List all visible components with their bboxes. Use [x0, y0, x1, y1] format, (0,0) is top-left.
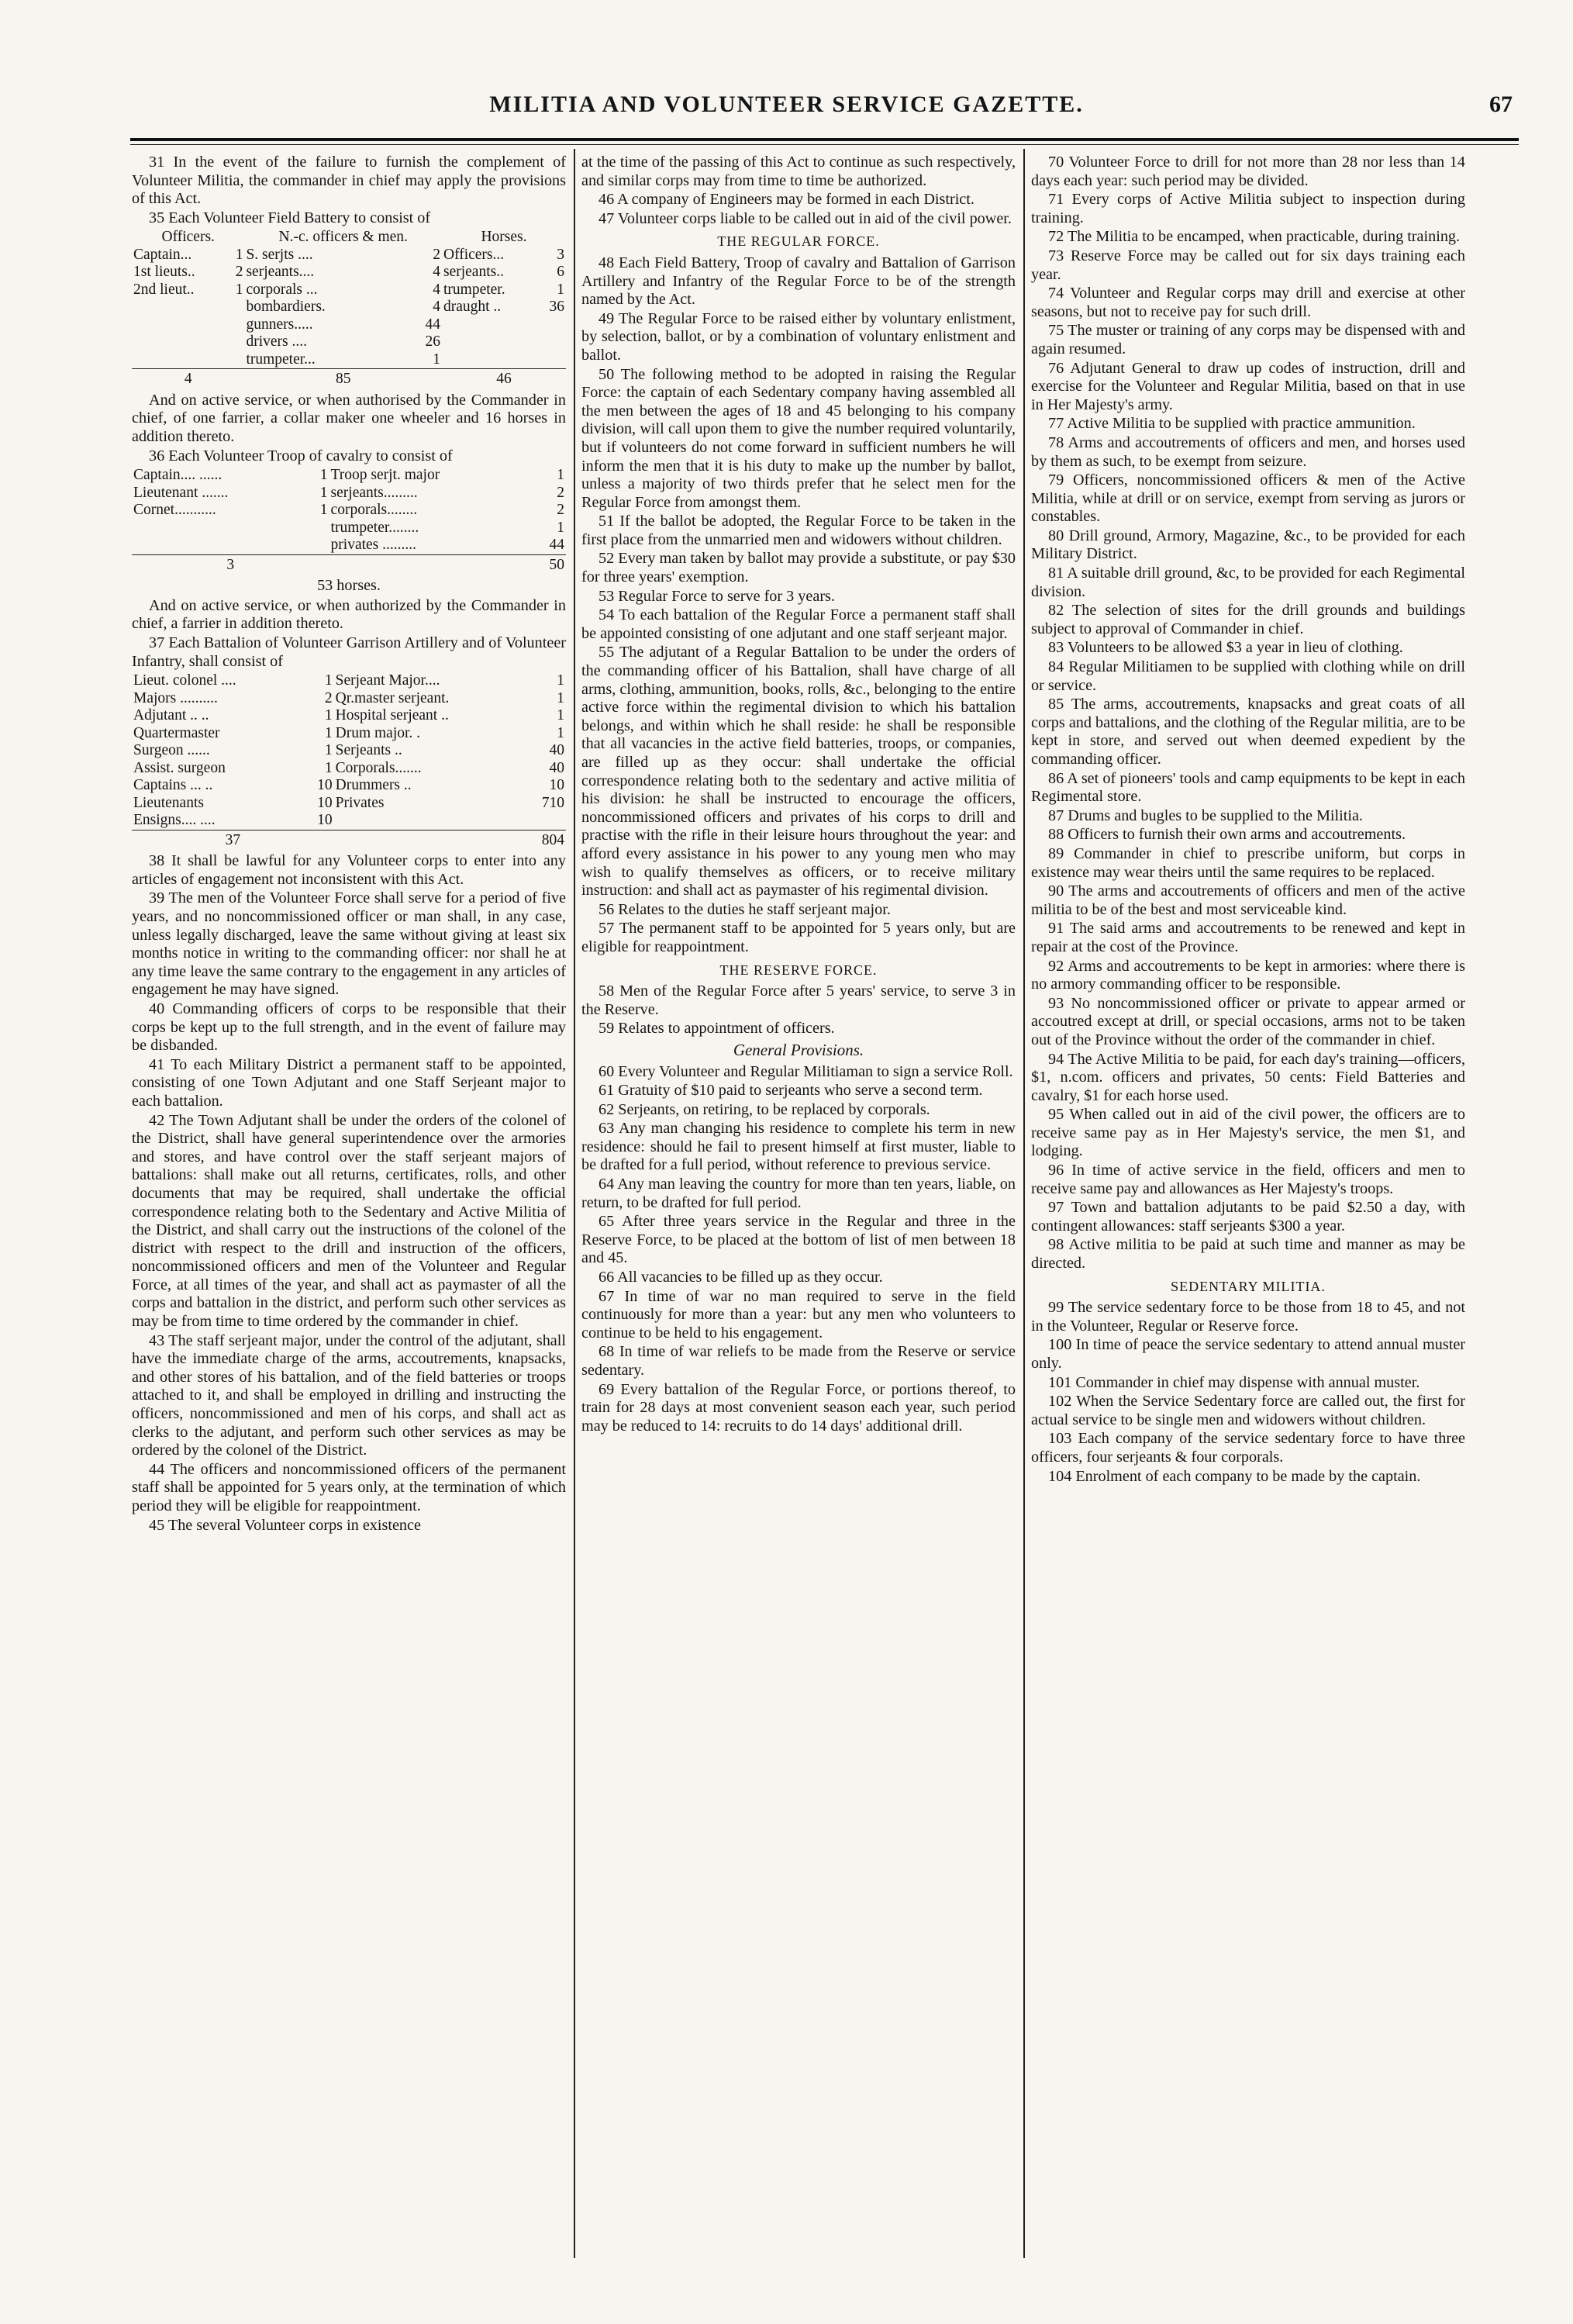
cell: Adjutant .. .. — [133, 707, 209, 724]
table-row — [132, 502, 566, 520]
table-row — [132, 707, 566, 725]
field-battery-table — [132, 229, 566, 388]
table-row — [132, 725, 566, 743]
cell: 4 — [433, 281, 440, 298]
paragraph: 58 Men of the Regular Force after 5 years' service, to serve 3 in the Reserve. — [581, 982, 1016, 1018]
cell: 26 — [425, 333, 440, 350]
paragraph: 71 Every corps of Active Militia subject to inspection during training. — [1031, 191, 1465, 226]
table-row — [132, 333, 566, 351]
cell: Corporals....... — [335, 759, 422, 776]
cell: 4 — [433, 299, 440, 316]
paragraph: 31 In the event of the failure to furnish the complement of Volunteer Militia, the commander in chief may apply the provisions of this Act. — [132, 154, 566, 208]
cell: 44 — [425, 316, 440, 333]
column-3 — [1031, 154, 1465, 2255]
cell: 4 — [433, 264, 440, 281]
table-row — [132, 742, 566, 760]
paragraph: 57 The permanent staff to be appointed for 5 years only, but are eligible for reappointment. — [581, 920, 1016, 955]
cell: Qr.master serjeant. — [335, 689, 450, 706]
column-2 — [581, 154, 1016, 2255]
paragraph: 40 Commanding officers of corps to be responsible that their corps be kept up to the full strength, and in the event of failure may be disbanded. — [132, 1000, 566, 1055]
paragraph: And on active service, or when authorized by the Commander in chief, a farrier in addition thereto. — [132, 596, 566, 633]
cell: 1 — [319, 502, 328, 519]
cell: 2 — [557, 502, 564, 519]
table-row — [132, 760, 566, 778]
cell: 1 — [324, 672, 333, 689]
table-row — [132, 467, 566, 485]
cell: Serjeants .. — [335, 742, 402, 759]
paragraph: 45 The several Volunteer corps in existence — [149, 1516, 421, 1534]
paragraph: 52 Every man taken by ballot may provide a substitute, or pay $30 for three years' exemption. — [581, 550, 1016, 586]
cell: 36 — [549, 299, 564, 316]
cell: Ensigns.... .... — [133, 812, 216, 829]
cell: Privates — [335, 794, 385, 811]
cell: 1 — [557, 519, 564, 536]
horses-count: 53 horses. — [317, 577, 381, 595]
cell: 44 — [549, 537, 564, 554]
paragraph: 56 Relates to the duties he staff serjeant major. — [598, 900, 891, 918]
section-heading: SEDENTARY MILITIA. — [1171, 1278, 1326, 1294]
cell: 2 — [557, 484, 564, 501]
cell: privates ......... — [330, 537, 417, 554]
paragraph: 54 To each battalion of the Regular Force a permanent staff shall be appointed consisting of one adjutant and one staff serjeant major. — [581, 606, 1016, 642]
paragraph: 68 In time of war reliefs to be made from the Reserve or service sedentary. — [581, 1343, 1016, 1379]
total: 804 — [334, 830, 566, 849]
paragraph: 37 Each Battalion of Volunteer Garrison Artillery and of Volunteer Infantry, shall consist of — [132, 634, 566, 670]
paragraph: 53 Regular Force to serve for 3 years. — [598, 587, 835, 605]
cell: 1 — [557, 281, 564, 298]
cell: S. serjts .... — [246, 246, 313, 263]
paragraph: 103 Each company of the service sedentary force to have three officers, four serjeants & four corporals. — [1031, 1430, 1465, 1466]
paragraph: 69 Every battalion of the Regular Force, or portions thereof, to train for 28 days at most convenient season each year, such period may be reduced to 14: recruits to do 14 days' additional drill. — [581, 1380, 1016, 1435]
paragraph: 78 Arms and accoutrements of officers and men, and horses used by them as such, to be exempt from seizure. — [1031, 433, 1465, 470]
masthead — [0, 92, 1573, 138]
paragraph: 49 The Regular Force to be raised either by voluntary enlistment, by selection, ballot, or by a combination of voluntary enlistment and ballot. — [581, 309, 1016, 364]
cell: 1 — [557, 707, 564, 724]
paragraph: 65 After three years service in the Regular and three in the Reserve Force, to be placed at the bottom of list of men between 18 and 45. — [581, 1213, 1016, 1267]
table-row — [132, 351, 566, 369]
paragraph: 102 When the Service Sedentary force are called out, the first for actual service to be single men and widowers without children. — [1031, 1393, 1465, 1428]
paragraph: 67 In time of war no man required to serve in the field continuously for more than a year: but any men who volunteers to continue to be held to his engagement. — [581, 1287, 1016, 1342]
total: 85 — [244, 369, 442, 388]
cell: 40 — [549, 759, 564, 776]
paragraph: 43 The staff serjeant major, under the control of the adjutant, shall have the immediate charge of the arms, accoutrements, knapsacks, and other stores of his battalion, and of the field batteries or troops attached to it, and shall be employed in drilling and instructing the officers, noncommissioned and men of his corps, and shall act as clerks to the adjutant, and perform such other services as may be ordered by the colonel of the District. — [132, 1331, 566, 1459]
cell: Surgeon ...... — [133, 742, 210, 759]
cell: 6 — [557, 264, 564, 281]
paragraph: 104 Enrolment of each company to be made by the captain. — [1048, 1467, 1421, 1485]
paragraph: 42 The Town Adjutant shall be under the orders of the colonel of the District, shall have general superintendence over the armories and stores, and have control over the staff serjeant majors of battalions: shall make out all returns, certificates, rolls, and other documents that may be required, shall undertake the official correspondence relating both to the Sedentary and Active Militia of the District, and shall carry out the instructions of the colonel of the district with respect to the drill and instruction of the officers, noncommissioned officers and men of the Volunteer and Regular Force, at all times of the year, and shall act as paymaster of all the corps and battalion in the district, and perform such other services as may be from time to time ordered by the commander in chief. — [132, 1111, 566, 1331]
battalion-table — [132, 672, 566, 849]
table-row — [132, 264, 566, 281]
cell: Serjeant Major.... — [335, 672, 440, 689]
table-row — [132, 537, 566, 554]
cell: 1 — [319, 484, 328, 501]
top-rule — [130, 138, 1519, 141]
paragraph: 73 Reserve Force may be called out for six days training each year. — [1031, 247, 1465, 283]
table-row — [132, 299, 566, 316]
paragraph: 48 Each Field Battery, Troop of cavalry and Battalion of Garrison Artillery and Infantry of the Regular Force to be of the strength named by the Act. — [581, 254, 1016, 309]
paragraph: 91 The said arms and accoutrements to be renewed and kept in repair at the cost of the Province. — [1031, 920, 1465, 955]
paragraph: 63 Any man changing his residence to complete his term in new residence: should he fail to present himself at first muster, liable to be drafted for a full period, without reference to previous service. — [581, 1120, 1016, 1174]
paragraph: 79 Officers, noncommissioned officers & men of the Active Militia, while at drill or on service, exempt from serving as jurors or constables. — [1031, 471, 1465, 526]
total: 37 — [132, 830, 334, 849]
cell: 1 — [235, 246, 243, 263]
paragraph: 88 Officers to furnish their own arms and accoutrements. — [1048, 826, 1406, 844]
cell: drivers .... — [246, 333, 307, 350]
cell: 1 — [324, 742, 333, 759]
cell: Drummers .. — [335, 777, 412, 794]
cell: serjeants.. — [443, 264, 504, 281]
paragraph: 97 Town and battalion adjutants to be paid $2.50 a day, with contingent allowances: staff serjeants $300 a year. — [1031, 1199, 1465, 1235]
paragraph: 39 The men of the Volunteer Force shall serve for a period of five years, and no noncommissioned officer or man shall, in any case, unless legally discharged, leave the same without giving at least six months notice in writing to the commanding officer: nor shall he at any time leave the same contrary to the engagement in any articles of engagement he may have signed. — [132, 889, 566, 999]
cell: Captains ... .. — [133, 777, 213, 794]
cell: Assist. surgeon — [133, 759, 226, 776]
cell: 710 — [541, 794, 564, 811]
top-rule-thin — [130, 144, 1519, 145]
paragraph: 82 The selection of sites for the drill grounds and buildings subject to approval of Commander in chief. — [1031, 602, 1465, 637]
column-1 — [132, 154, 566, 2255]
paragraph: 87 Drums and bugles to be supplied to the Militia. — [1048, 806, 1363, 824]
cell: 3 — [557, 246, 564, 263]
total: 3 — [132, 554, 329, 574]
paragraph: 70 Volunteer Force to drill for not more than 28 nor less than 14 days each year: such period may be divided. — [1031, 154, 1465, 189]
table-totals — [132, 369, 566, 388]
cell: 2 — [235, 264, 243, 281]
cell: 10 — [317, 777, 333, 794]
paragraph: 46 A company of Engineers may be formed in each District. — [598, 191, 975, 209]
paragraph: 86 A set of pioneers' tools and camp equipments to be kept in each Regimental store. — [1031, 769, 1465, 806]
paragraph: 47 Volunteer corps liable to be called out in aid of the civil power. — [598, 209, 1012, 227]
cell: 2 — [433, 246, 440, 263]
paragraph: 55 The adjutant of a Regular Battalion to be under the orders of the commanding officer of his Battalion, shall have charge of all arms, clothing, ammunition, books, rolls, &c., belonging to the entire active force within the regimental division to which his battalion belongs, and within which he shall reside: he shall be responsible that all vacancies in the active field batteries, troops, or companies, are filled up as they occur: shall undertake the official correspondence relating both to the sedentary and active militia of his division: he shall be instructed to encourage the officers, noncommissioned officers and privates of his corps to drill and practise with the rifle in their leisure hours throughout the year: and afford every assistance in his power to any young men who may wish to qualify themselves as officers, or to receive military instruction: and shall act as paymaster of his regimental division. — [581, 644, 1016, 900]
cell: 2nd lieut.. — [133, 281, 195, 298]
cell: Lieut. colonel .... — [133, 672, 236, 689]
paragraph: 85 The arms, accoutrements, knapsacks and great coats of all corps and battalions, and the clothing of the Regular militia, are to be kept in store, and served out when deemed expedient by the commanding officer. — [1031, 696, 1465, 768]
paragraph: 64 Any man leaving the country for more than ten years, liable, on return, to be drafted for full period. — [581, 1176, 1016, 1211]
cell: 1 — [557, 724, 564, 741]
paragraph: 92 Arms and accoutrements to be kept in armories: where there is no armory commanding officer to be responsible. — [1031, 957, 1465, 993]
page-title: MILITIA AND VOLUNTEER SERVICE GAZETTE. — [489, 92, 1084, 117]
paragraph: 83 Volunteers to be allowed $3 a year in lieu of clothing. — [1048, 639, 1403, 657]
paragraph: 100 In time of peace the service sedentary to attend annual muster only. — [1031, 1336, 1465, 1372]
paragraph: 93 No noncommissioned officer or private to appear armed or accoutred except at drill, or special occasions, arms not to be taken out of the Province without the order of the commander in chief. — [1031, 994, 1465, 1048]
cell: Quartermaster — [133, 724, 220, 741]
cell: 10 — [317, 794, 333, 811]
paragraph: 98 Active militia to be paid at such time and manner as may be directed. — [1031, 1236, 1465, 1273]
paragraph: 84 Regular Militiamen to be supplied with clothing while on drill or service. — [1031, 658, 1465, 694]
total: 4 — [132, 369, 244, 388]
cell: trumpeter... — [246, 350, 316, 368]
paragraph: 77 Active Militia to be supplied with practice ammunition. — [1048, 415, 1416, 433]
cell: 40 — [549, 742, 564, 759]
table-header: Horses. — [481, 229, 527, 246]
cell: 1 — [557, 689, 564, 706]
paragraph: 95 When called out in aid of the civil power, the officers are to receive same pay as in Her Majesty's service, the men $1, and lodging. — [1031, 1106, 1465, 1160]
cell: 10 — [317, 812, 333, 829]
section-heading: THE REGULAR FORCE. — [717, 233, 880, 250]
table-row — [132, 812, 566, 830]
paragraph: 81 A suitable drill ground, &c, to be provided for each Regimental division. — [1031, 565, 1465, 600]
page-number: 67 — [1489, 92, 1513, 117]
cell: Lieutenant ....... — [133, 484, 229, 501]
cavalry-troop-table — [132, 467, 566, 574]
table-row — [132, 247, 566, 264]
paragraph: 66 All vacancies to be filled up as they occur. — [598, 1269, 883, 1286]
paragraph: 94 The Active Militia to be paid, for each day's training—officers, $1, n.com. officers and privates, 50 cents: Field Batteries and cavalry, $1 for each horse used. — [1031, 1050, 1465, 1104]
cell: 1 — [319, 467, 328, 484]
table-row — [132, 672, 566, 690]
paragraph: 38 It shall be lawful for any Volunteer corps to enter into any articles of engagement not inconsistent with this Act. — [132, 852, 566, 888]
cell: Cornet........... — [133, 502, 216, 519]
table-row — [132, 690, 566, 708]
paragraph: 72 The Militia to be encamped, when practicable, during training. — [1048, 228, 1461, 246]
cell: serjeants.... — [246, 264, 315, 281]
paragraph: 59 Relates to appointment of officers. — [598, 1020, 835, 1038]
paragraph: 62 Serjeants, on retiring, to be replaced by corporals. — [598, 1100, 930, 1118]
cell: 1 — [324, 707, 333, 724]
paragraph: 90 The arms and accoutrements of officers and men of the active militia to be of the best and most serviceable kind. — [1031, 882, 1465, 918]
cell: 1 — [324, 724, 333, 741]
paragraph: 80 Drill ground, Armory, Magazine, &c., to be provided for each Military District. — [1031, 527, 1465, 563]
table-row — [132, 777, 566, 795]
cell: trumpeter. — [443, 281, 505, 298]
paragraph: 96 In time of active service in the field, officers and men to receive same pay and allowances as Her Majesty's troops. — [1031, 1162, 1465, 1197]
cell: serjeants......... — [330, 484, 418, 501]
section-heading: THE RESERVE FORCE. — [719, 962, 878, 978]
paragraph: 101 Commander in chief may dispense with annual muster. — [1048, 1373, 1420, 1391]
cell: corporals........ — [330, 502, 418, 519]
paragraph: 76 Adjutant General to draw up codes of instruction, drill and exercise for the Volunteer and Regular Militia, based on that in use in Her Majesty's army. — [1031, 359, 1465, 413]
cell: Lieutenants — [133, 794, 204, 811]
cell: trumpeter........ — [330, 519, 419, 536]
paragraph: 60 Every Volunteer and Regular Militiaman to sign a service Roll. — [598, 1062, 1013, 1080]
cell: draught .. — [443, 299, 502, 316]
paragraph: 99 The service sedentary force to be those from 18 to 45, and not in the Volunteer, Regular or Reserve force. — [1031, 1299, 1465, 1335]
cell: Captain... — [133, 246, 192, 263]
cell: bombardiers. — [246, 299, 326, 316]
paragraph: 50 The following method to be adopted in raising the Regular Force: the captain of each Sedentary company having assembled all the men between the ages of 18 and 45 belonging to his company division, will call upon them to give the number required voluntarily, but if volunteers do not come forward in sufficient numbers he will inform the men that it is his duty to make up the number by ballot, unless a majority of two thirds prefer that he select men for the Regular Force from amongst them. — [581, 365, 1016, 511]
column-divider — [1023, 149, 1025, 2258]
cell: 1 — [557, 467, 564, 484]
cell: 2 — [324, 689, 333, 706]
paragraph: 36 Each Volunteer Troop of cavalry to consist of — [149, 447, 453, 464]
paragraph: 74 Volunteer and Regular corps may drill and exercise at other seasons, but not to receive pay for such drill. — [1031, 285, 1465, 320]
cell: 1 — [557, 672, 564, 689]
cell: 1 — [324, 759, 333, 776]
cell: Hospital serjeant .. — [335, 707, 449, 724]
paragraph: 89 Commander in chief to prescribe uniform, but corps in existence may wear theirs until the same requires to be replaced. — [1031, 844, 1465, 881]
paragraph: 61 Gratuity of $10 paid to serjeants who serve a second term. — [598, 1082, 983, 1100]
cell: 1st lieuts.. — [133, 264, 195, 281]
table-totals — [132, 830, 566, 849]
total: 46 — [442, 369, 566, 388]
table-row — [132, 281, 566, 299]
column-divider — [574, 149, 575, 2258]
total: 50 — [329, 554, 566, 574]
paragraph: 75 The muster or training of any corps may be dispensed with and again resumed. — [1031, 322, 1465, 357]
paragraph: 35 Each Volunteer Field Battery to consist of — [149, 209, 431, 226]
cell: Officers... — [443, 246, 505, 263]
paragraph: 44 The officers and noncommissioned officers of the permanent staff shall be appointed for 5 years only, at the termination of which period they will be eligible for reappointment. — [132, 1460, 566, 1514]
table-header: N.-c. officers & men. — [278, 229, 408, 246]
table-header: Officers. — [161, 229, 215, 246]
cell: Drum major. . — [335, 724, 421, 741]
table-row — [132, 485, 566, 502]
cell: 1 — [433, 350, 440, 368]
paragraph: And on active service, or when authorised by the Commander in chief, of one farrier, a collar maker one wheeler and 16 horses in addition thereto. — [132, 391, 566, 446]
cell: 1 — [235, 281, 243, 298]
cell: corporals ... — [246, 281, 318, 298]
cell: Troop serjt. major — [330, 467, 440, 484]
paragraph: 51 If the ballot be adopted, the Regular Force to be taken in the first place from the unmarried men and widowers without children. — [581, 513, 1016, 548]
cell: Captain.... ...... — [133, 467, 222, 484]
cell: gunners..... — [246, 316, 313, 333]
cell: Majors .......... — [133, 689, 218, 706]
table-row — [132, 316, 566, 334]
table-totals — [132, 554, 566, 574]
cell: 10 — [549, 777, 564, 794]
paragraph: 41 To each Military District a permanent staff to be appointed, consisting of one Town Adjutant and one Staff Serjeant major to each battalion. — [132, 1055, 566, 1110]
table-row — [132, 520, 566, 537]
table-row — [132, 795, 566, 813]
section-heading: General Provisions. — [733, 1040, 864, 1059]
paragraph: at the time of the passing of this Act to continue as such respectively, and similar corps may from time to time be authorized. — [581, 154, 1016, 189]
